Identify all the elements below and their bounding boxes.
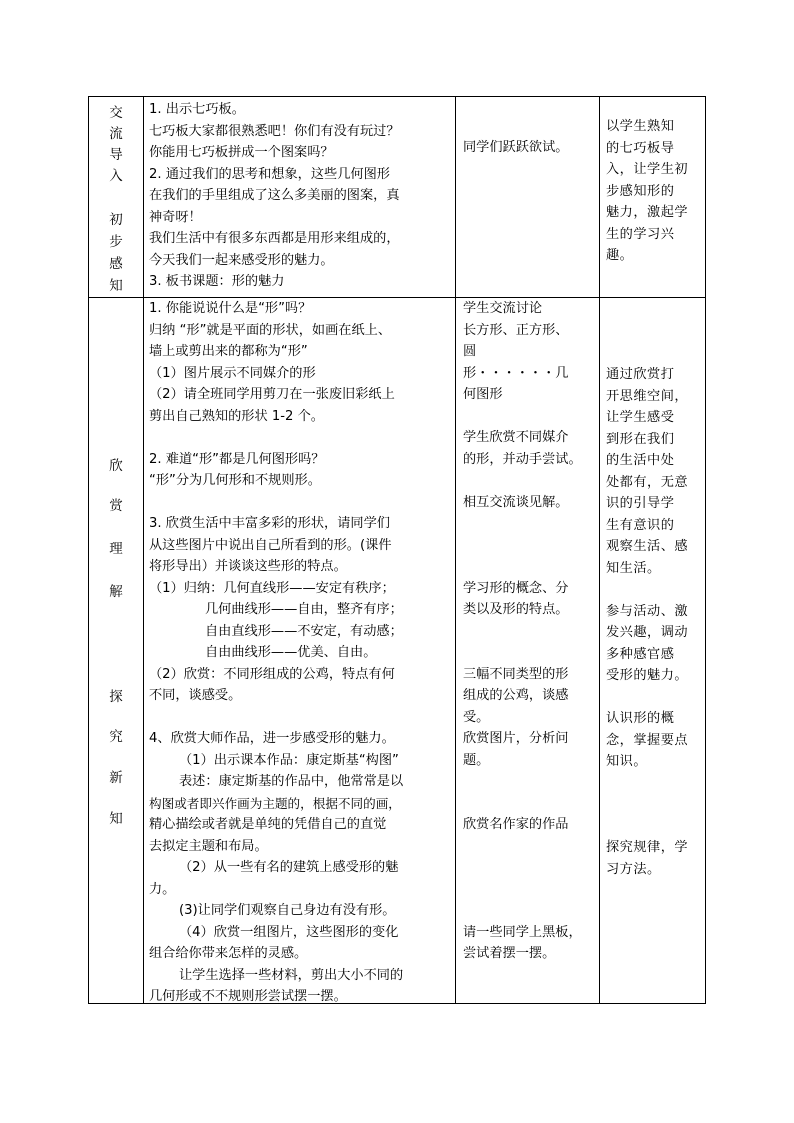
text-line: 2. 通过我们的思考和想象，这些几何图形 bbox=[149, 166, 390, 182]
text-line: 步感知形的 bbox=[606, 183, 675, 199]
section-char: 交 bbox=[109, 105, 123, 121]
section-char: 感 bbox=[109, 256, 123, 272]
section-char: 探 bbox=[109, 689, 123, 705]
text-line: 长方形、正方形、 bbox=[463, 322, 569, 338]
text-line: 1. 你能说说什么是“形”吗？ bbox=[149, 301, 312, 316]
text-line: 入，让学生初 bbox=[606, 162, 689, 177]
text-line: 圆 bbox=[463, 344, 477, 359]
text-line: 1. 出示七巧板。 bbox=[149, 102, 245, 117]
text-line: 处都有，无意 bbox=[606, 474, 689, 490]
text-line: 3. 欣赏生活中丰富多彩的形状，请同学们 bbox=[149, 516, 390, 531]
text-line: 请一些同学上黑板， bbox=[463, 924, 582, 940]
section-char: 新 bbox=[109, 770, 123, 786]
row1-teacher-activity bbox=[149, 99, 453, 293]
text-line: 几何形或不不规则形尝试摆一摆。 bbox=[149, 989, 347, 1004]
text-line: 学生交流讨论 bbox=[463, 301, 543, 316]
text-line: 习方法。 bbox=[606, 861, 661, 877]
text-line: 认识形的概 bbox=[606, 711, 675, 726]
text-line: 我们生活中有很多东西都是用形来组成的， bbox=[149, 231, 400, 246]
text-line: 题。 bbox=[463, 752, 490, 768]
text-line: 墙上或剪出来的都称为“形” bbox=[149, 344, 308, 359]
section-char: 理 bbox=[109, 541, 123, 557]
text-line: 表述：康定斯基的作品中，他常常是以 bbox=[179, 774, 404, 789]
section-char: 欣 bbox=[109, 458, 123, 474]
section-char: 知 bbox=[109, 278, 123, 294]
section-char: 究 bbox=[109, 729, 123, 745]
text-line: 生的学习兴 bbox=[606, 226, 675, 242]
text-line: 开思维空间， bbox=[606, 388, 689, 404]
text-line: 的生活中处 bbox=[606, 453, 675, 468]
text-line: 组合给你带来怎样的灵感。 bbox=[149, 946, 308, 961]
column-divider bbox=[599, 97, 600, 1003]
text-line: 的七巧板导 bbox=[606, 140, 675, 156]
section-char: 解 bbox=[109, 584, 123, 600]
text-line: 剪出自己熟知的形状 1-2 个。 bbox=[149, 408, 324, 424]
text-line: 七巧板大家都很熟悉吧！你们有没有玩过？ bbox=[149, 123, 400, 139]
text-line: 三幅不同类型的形 bbox=[463, 666, 569, 682]
text-line: 发兴趣，调动 bbox=[606, 625, 689, 640]
text-line: 以学生熟知 bbox=[606, 119, 675, 134]
text-line: 在我们的手里组成了这么多美丽的图案，真 bbox=[149, 188, 400, 203]
row2-design-intent bbox=[606, 364, 702, 880]
text-line: （2）从一些有名的建筑上感受形的魅 bbox=[179, 860, 399, 875]
section-char: 赏 bbox=[109, 498, 123, 514]
text-line: 探究规律，学 bbox=[606, 840, 689, 855]
text-line: 从这些图片中说出自己所看到的形。(课件 bbox=[149, 537, 392, 553]
text-line: 去拟定主题和布局。 bbox=[149, 838, 268, 854]
text-line: （4）欣赏一组图片，这些图形的变化 bbox=[179, 924, 399, 940]
text-line: 你能用七巧板拼成一个图案吗？ bbox=[149, 145, 334, 160]
text-line: 相互交流谈见解。 bbox=[463, 494, 569, 510]
text-line: 受形的魅力。 bbox=[606, 668, 689, 683]
section-char: 导 bbox=[109, 147, 123, 163]
text-line: 魅力，激起学 bbox=[606, 205, 689, 220]
section-char: 入 bbox=[109, 168, 123, 184]
text-line: 让学生选择一些材料，剪出大小不同的 bbox=[179, 967, 404, 983]
text-line: 形・・・・・・几 bbox=[463, 365, 569, 381]
text-line: 神奇呀！ bbox=[149, 209, 202, 225]
text-line: （2）欣赏：不同形组成的公鸡，特点有何 bbox=[149, 666, 395, 682]
text-line: 念，掌握要点 bbox=[606, 732, 689, 748]
text-line: （2）请全班同学用剪刀在一张废旧彩纸上 bbox=[149, 387, 395, 402]
text-line: 到形在我们 bbox=[606, 431, 675, 447]
text-line: 欣赏名作家的作品 bbox=[463, 817, 569, 832]
text-line: 3. 板书课题：形的魅力 bbox=[149, 274, 285, 289]
text-line: （1）归纳：几何直线形——安定有秩序； bbox=[149, 580, 395, 596]
text-line: 识的引导学 bbox=[606, 496, 675, 511]
text-line: 观察生活、感 bbox=[606, 539, 689, 554]
text-line: 4、欣赏大师作品，进一步感受形的魅力。 bbox=[149, 731, 395, 746]
text-line: 自由直线形——不安定，有动感； bbox=[205, 623, 403, 639]
text-line: 通过欣赏打 bbox=[606, 367, 675, 382]
text-line: 2. 难道“形”都是几何图形吗？ bbox=[149, 451, 325, 467]
row2-teacher-activity bbox=[149, 298, 453, 1008]
section-char: 初 bbox=[109, 212, 123, 228]
text-line: 的形，并动手尝试。 bbox=[463, 451, 582, 467]
text-line: 力。 bbox=[149, 881, 176, 897]
lesson-plan-table bbox=[88, 96, 706, 1004]
text-line: （1）图片展示不同媒介的形 bbox=[149, 365, 316, 381]
text-line: 让学生感受 bbox=[606, 410, 675, 425]
text-line: (3)让同学们观察自己身边有没有形。 bbox=[179, 903, 396, 918]
text-line: 自由曲线形——优美、自由。 bbox=[205, 645, 377, 660]
section-char: 流 bbox=[109, 126, 123, 142]
text-line: 受。 bbox=[463, 709, 490, 725]
text-line: 同学们跃跃欲试。 bbox=[463, 140, 569, 155]
section-char: 知 bbox=[109, 811, 123, 827]
text-line: （1）出示课本作品：康定斯基“构图” bbox=[179, 752, 399, 768]
text-line: 趣。 bbox=[606, 248, 634, 263]
text-line: 参与活动、激 bbox=[606, 603, 689, 619]
text-line: 知识。 bbox=[606, 754, 648, 769]
text-line: 今天我们一起来感受形的魅力。 bbox=[149, 252, 334, 268]
text-line: 组成的公鸡，谈感 bbox=[463, 688, 569, 703]
text-line: 学习形的概念、分 bbox=[463, 580, 569, 596]
text-line: 多种感官感 bbox=[606, 646, 675, 662]
column-divider bbox=[143, 97, 144, 1003]
text-line: 类以及形的特点。 bbox=[463, 602, 569, 617]
text-line: 精心描绘或者就是单纯的凭借自己的直觉 bbox=[149, 817, 387, 832]
section-char: 步 bbox=[109, 234, 123, 250]
text-line: 将形导出）并谈谈这些形的特点。 bbox=[149, 559, 347, 574]
text-line: 构图或者即兴作画为主题的，根据不同的画， bbox=[149, 795, 401, 811]
text-line: 不同，谈感受。 bbox=[149, 688, 242, 703]
text-line: 尝试着摆一摆。 bbox=[463, 946, 556, 961]
text-line: 生有意识的 bbox=[606, 517, 675, 533]
column-divider bbox=[455, 97, 456, 1003]
text-line: 何图形 bbox=[463, 387, 503, 402]
text-line: 知生活。 bbox=[606, 560, 661, 576]
row2-student-activity bbox=[463, 298, 597, 965]
text-line: “形”分为几何形和不规则形。 bbox=[149, 473, 321, 488]
text-line: 欣赏图片，分析问 bbox=[463, 731, 569, 746]
text-line: 几何曲线形——自由，整齐有序； bbox=[205, 602, 403, 617]
row1-student-activity bbox=[463, 137, 597, 159]
text-line: 归纳 “形”就是平面的形状，如画在纸上、 bbox=[149, 322, 392, 338]
row1-design-intent bbox=[606, 116, 702, 267]
text-line: 学生欣赏不同媒介 bbox=[463, 430, 569, 445]
